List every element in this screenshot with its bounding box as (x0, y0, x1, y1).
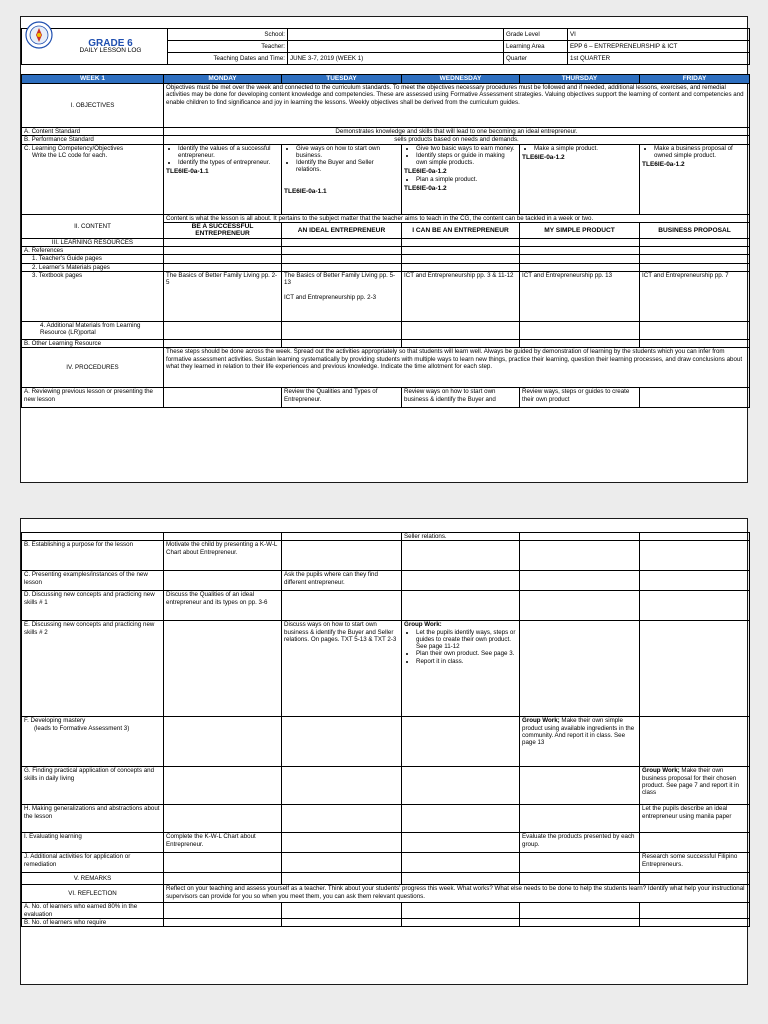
proc-f-thursday (520, 717, 640, 767)
procedures-label: IV. PROCEDURES (22, 348, 164, 388)
proc-e-label: E. Discussing new concepts and practicing new skills # 2 (22, 621, 164, 717)
school-field[interactable] (288, 29, 504, 41)
lesson-table-continued (21, 532, 750, 927)
school-label: School: (168, 29, 288, 41)
proc-h-label: H. Making generalizations and abstractions about the lesson (22, 805, 164, 833)
lc-code: TLE6IE-0a-1.2 (404, 168, 447, 176)
objectives-text: Objectives must be met over the week and connected to the curriculum standards. To meet the objectives necessary procedures must be followed and if needed, additional lessons, exercises, and remedial activities may be done for developing content knowledge and competencies. These are assessed using Formative Assessment strategies. Valuing objectives support the learning of content and competencies and enable children to find significance and joy in learning the lessons. Weekly objectives shall be derived from the curriculum guides. (164, 84, 750, 128)
lesson-log-page-1 (20, 16, 748, 483)
list-item: • Identify the types of entrepreneur. (178, 159, 279, 166)
lesson-log-page-2 (20, 518, 748, 985)
proc-a-thursday: Review ways, steps or guides to create their own product (520, 388, 640, 408)
content-label: II. CONTENT (22, 214, 164, 238)
proc-a-wednesday-cont: Seller relations. (402, 533, 520, 541)
list-item: • Make a business proposal of owned simple product. (654, 145, 747, 160)
competency-label: C. Learning Competency/Objectives (24, 144, 124, 152)
additional-materials-label: 4. Additional Materials from Learning Resource (LR)portal (22, 322, 164, 340)
proc-e-wednesday (402, 621, 520, 717)
objectives-label: I. OBJECTIVES (22, 84, 164, 128)
dates-value: JUNE 3-7, 2019 (WEEK 1) (288, 53, 504, 65)
textbook-tuesday (282, 272, 402, 322)
teachers-guide-label: 1. Teacher's Guide pages (22, 255, 164, 263)
competency-friday (640, 144, 750, 214)
list-item: • Identify steps or guide in making own simple products. (416, 152, 517, 167)
performance-standard-text: sells products based on needs and demands. (164, 136, 750, 144)
textbook-monday: The Basics of Better Family Living pp. 2-5 (164, 272, 282, 322)
proc-g-label: G. Finding practical application of concepts and skills in daily living (22, 767, 164, 805)
proc-c-tuesday: Ask the pupils where can they find different entrepreneur. (282, 571, 402, 591)
proc-f-thursday-text: Make their own simple product using available ingredients in the community. And report it in class. See page 13 (522, 717, 635, 747)
list-item: • Identify the Buyer and Seller relations. (296, 159, 399, 174)
day-monday: MONDAY (164, 75, 282, 84)
learners-materials-label: 2. Learner's Materials pages (22, 263, 164, 271)
content-title-tuesday: AN IDEAL ENTREPRENEUR (282, 222, 402, 238)
remarks-label: V. REMARKS (22, 873, 164, 885)
day-wednesday: WEDNESDAY (402, 75, 520, 84)
proc-c-label: C. Presenting examples/instances of the new lesson (22, 571, 164, 591)
procedures-note: These steps should be done across the week. Spread out the activities appropriately so that students will learn well. Always be guided by demonstration of learning by the students which you can infer from formative assessment activities. Sustain learning systematically by providing students with multiple ways to learn new things, practice their learning, question their learning processes, and draw conclusions about what they learned in relation to their life experiences and previous knowledge. Indicate the time allotment for each step. (164, 348, 750, 388)
competency-tuesday (282, 144, 402, 214)
proc-a-wednesday: Review ways on how to start own business & identify the Buyer and (402, 388, 520, 408)
textbook-tuesday-a: The Basics of Better Family Living pp. 5-13 (284, 272, 396, 287)
list-item: • Let the pupils identify ways, steps or guides to create their own product. See page 11-12 (416, 629, 517, 651)
competency-sublabel: Write the LC code for each. (32, 151, 108, 159)
proc-a-tuesday: Review the Qualities and Types of Entrepreneur. (282, 388, 402, 408)
reflection-b-label: B. No. of learners who require (22, 918, 164, 926)
week-row (22, 75, 750, 84)
day-friday: FRIDAY (640, 75, 750, 84)
list-item: • Give ways on how to start own business. (296, 145, 399, 160)
list-item: • Identify the values of a successful entrepreneur. (178, 145, 279, 160)
teacher-label: Teacher: (168, 41, 288, 53)
reflection-text: Reflect on your teaching and assess yourself as a teacher. Think about your students' progress this week. What works? What else needs to be done to help the students learn? Identify what help your instructional supervisors can provide for you so when you meet them, you can ask them relevant questions. (164, 885, 750, 903)
proc-b-monday: Motivate the child by presenting a K-W-L Chart about Entrepreneur. (164, 541, 282, 571)
proc-g-friday (640, 767, 750, 805)
lc-code: TLE6IE-0a-1.2 (522, 153, 565, 161)
proc-b-label: B. Establishing a purpose for the lesson (22, 541, 164, 571)
proc-d-monday: Discuss the Qualities of an ideal entrepreneur and its types on pp. 3-6 (164, 591, 282, 621)
proc-i-label: I. Evaluating learning (22, 833, 164, 853)
header-table (21, 28, 750, 65)
grade-level-label: Grade Level (504, 29, 568, 41)
week-label: WEEK 1 (22, 75, 164, 84)
list-item: • Report it in class. (416, 658, 517, 665)
proc-f-label: F. Developing mastery (24, 717, 86, 725)
textbook-wednesday: ICT and Entrepreneurship pp. 3 & 11-12 (402, 272, 520, 322)
list-item: • Make a simple product. (534, 145, 637, 152)
proc-j-friday: Research some successful Filipino Entrepreneurs. (640, 853, 750, 873)
textbook-friday: ICT and Entrepreneurship pp. 7 (640, 272, 750, 322)
competency-label-cell (22, 144, 164, 214)
learning-area-value: EPP 6 – ENTREPRENEURSHIP & ICT (568, 41, 750, 53)
group-work-heading: Group Work; (522, 717, 560, 725)
grade-level-value: VI (568, 29, 750, 41)
proc-a-label: A. Reviewing previous lesson or presenting the new lesson (22, 388, 164, 408)
proc-f-label-cell (22, 717, 164, 767)
content-title-monday: BE A SUCCESSFUL ENTREPRENEUR (164, 222, 282, 238)
textbook-label: 3. Textbook pages (22, 272, 164, 322)
references-label: A. References (22, 247, 164, 255)
textbook-tuesday-b: ICT and Entrepreneurship pp. 2-3 (284, 293, 377, 301)
list-item: • Plan their own product. See page 3. (416, 650, 517, 657)
quarter-value: 1st QUARTER (568, 53, 750, 65)
other-resource-label: B. Other Learning Resource (22, 340, 164, 348)
competency-thursday (520, 144, 640, 214)
quarter-label: Quarter (504, 53, 568, 65)
proc-g-friday-text: Make their own business proposal for their chosen product. See page 7 and report it in class (642, 767, 740, 797)
textbook-thursday: ICT and Entrepreneurship pp. 13 (520, 272, 640, 322)
day-tuesday: TUESDAY (282, 75, 402, 84)
reflection-a-label: A. No. of learners who earned 80% in the evaluation (22, 903, 164, 919)
competency-wednesday (402, 144, 520, 214)
proc-e-tuesday: Discuss ways on how to start own business & identify the Buyer and Seller relations. On pages. TXT 5-13 & TXT 2-3 (282, 621, 402, 717)
lesson-table (21, 74, 750, 408)
lc-code: TLE6IE-0a-1.1 (166, 168, 209, 176)
lc-code: TLE6IE-0a-1.2 (404, 185, 447, 193)
teacher-field[interactable] (288, 41, 504, 53)
performance-standard-label: B. Performance Standard (22, 136, 164, 144)
content-standard-text: Demonstrates knowledge and skills that will lead to one becoming an ideal entrepreneur. (164, 128, 750, 136)
content-standard-label: A. Content Standard (22, 128, 164, 136)
proc-h-friday: Let the pupils describe an ideal entrepreneur using manila paper (640, 805, 750, 833)
deped-seal-icon (25, 21, 53, 49)
content-title-friday: BUSINESS PROPOSAL (640, 222, 750, 238)
proc-i-thursday: Evaluate the products presented by each group. (520, 833, 640, 853)
dates-label: Teaching Dates and Time: (168, 53, 288, 65)
learning-area-label: Learning Area (504, 41, 568, 53)
learning-resources-label: III. LEARNING RESOURCES (22, 238, 164, 246)
day-thursday: THURSDAY (520, 75, 640, 84)
proc-i-monday: Complete the K-W-L Chart about Entrepreneur. (164, 833, 282, 853)
list-item: • Plan a simple product. (416, 176, 517, 183)
group-work-heading: Group Work; (642, 767, 680, 775)
grade-title: GRADE 6 (88, 37, 133, 49)
group-work-heading: Group Work: (404, 621, 442, 629)
proc-d-label: D. Discussing new concepts and practicing new skills # 1 (22, 591, 164, 621)
list-item: • Give two basic ways to earn money. (416, 145, 517, 152)
lc-code: TLE6IE-0a-1.1 (284, 187, 327, 195)
content-title-wednesday: I CAN BE AN ENTREPRENEUR (402, 222, 520, 238)
competency-monday (164, 144, 282, 214)
content-note: Content is what the lesson is all about. It pertains to the subject matter that the teacher aims to teach in the CG, the content can be tackled in a week or two. (164, 214, 750, 222)
proc-j-label: J. Additional activities for application or remediation (22, 853, 164, 873)
proc-f-sub: (leads to Formative Assessment 3) (34, 724, 130, 732)
content-title-thursday: MY SIMPLE PRODUCT (520, 222, 640, 238)
reflection-label: VI. REFLECTION (22, 885, 164, 903)
log-subtitle: DAILY LESSON LOG (79, 47, 142, 54)
lc-code: TLE6IE-0a-1.2 (642, 161, 685, 169)
